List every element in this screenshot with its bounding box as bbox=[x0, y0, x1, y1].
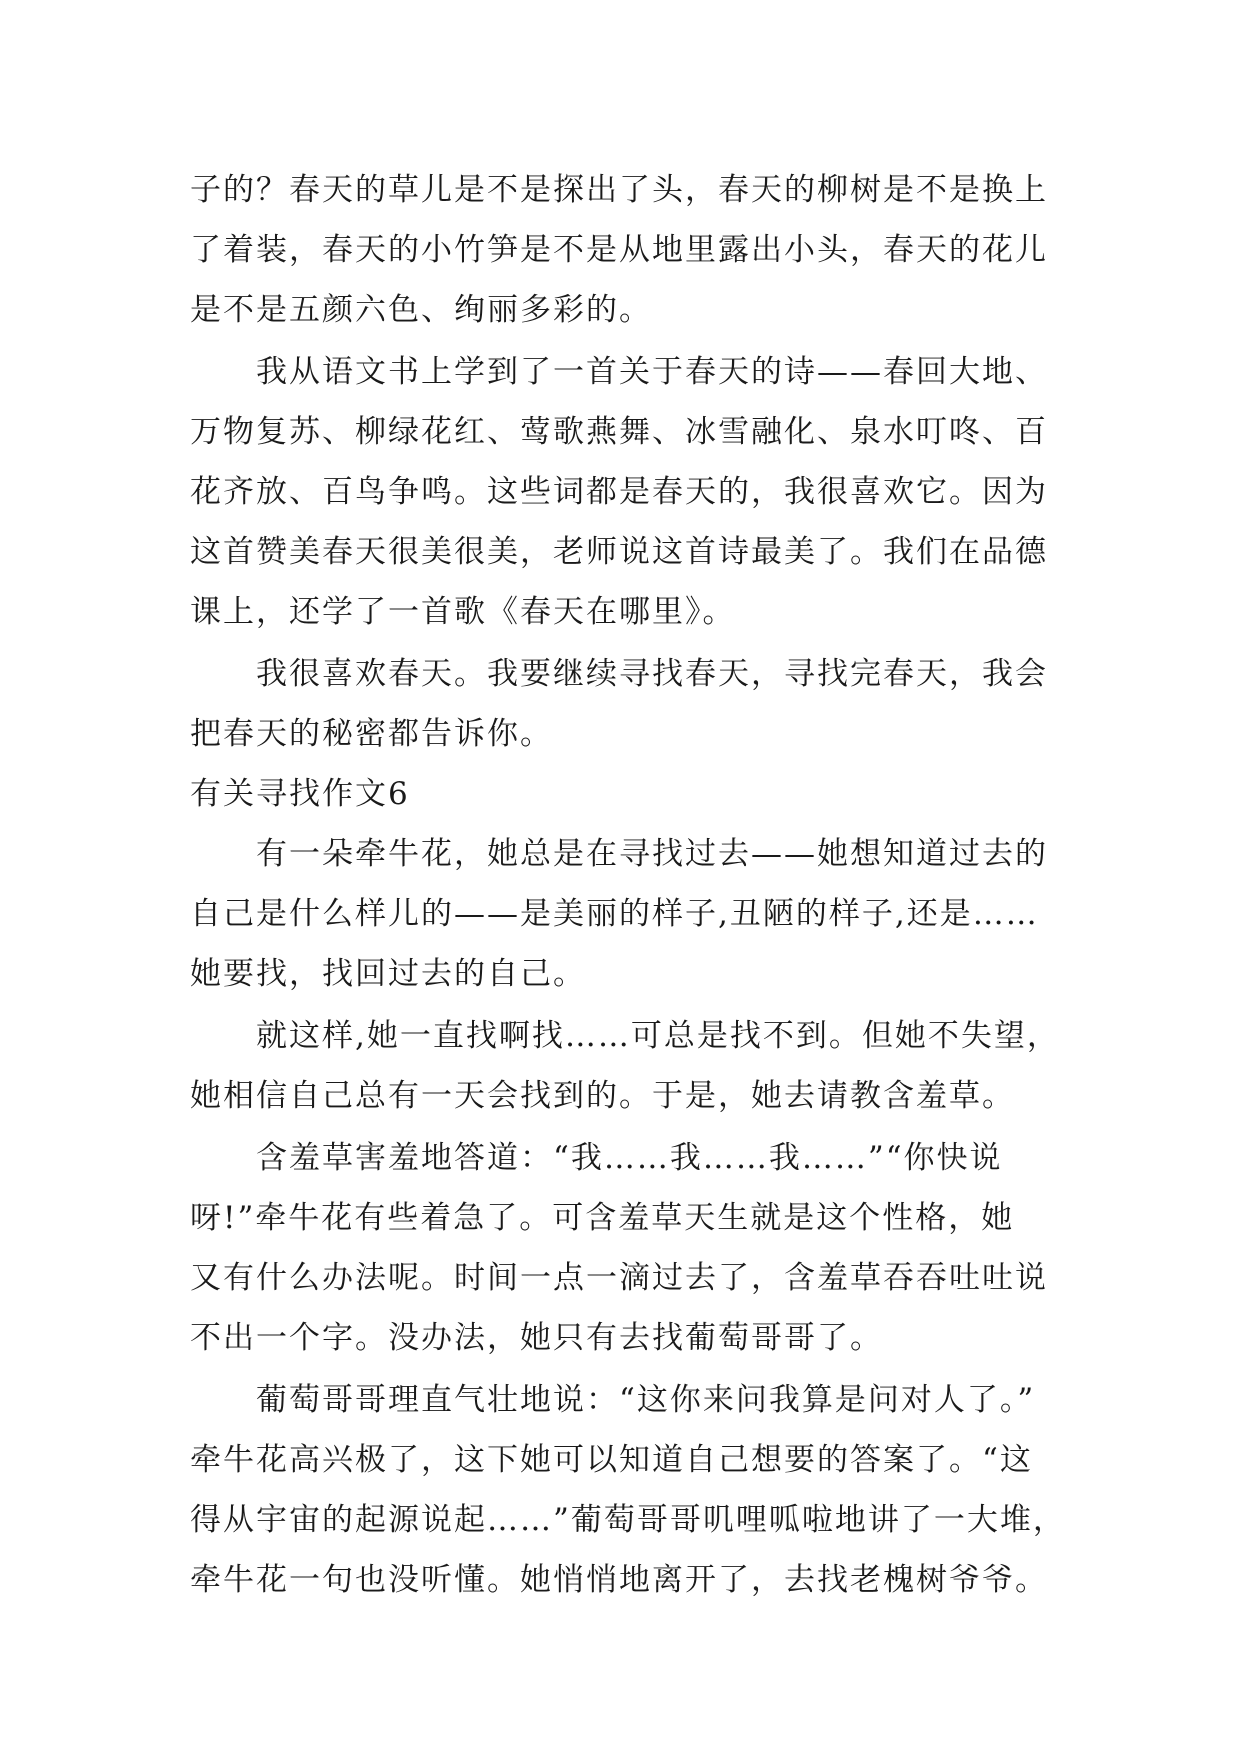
paragraph-first-line: 葡萄哥哥理直气壮地说：“这你来问我算是问对人了。” bbox=[256, 1382, 1036, 1418]
paragraph-first-line: 就这样,她一直找啊找……可总是找不到。但她不失望， bbox=[256, 1018, 1060, 1054]
paragraph-first-line: 我很喜欢春天。我要继续寻找春天，寻找完春天，我会 bbox=[256, 656, 1048, 692]
text-line: 子的？春天的草儿是不是探出了头，春天的柳树是不是换上 bbox=[190, 172, 1048, 208]
text-line: 把春天的秘密都告诉你。 bbox=[190, 716, 553, 752]
text-line: 牵牛花一句也没听懂。她悄悄地离开了，去找老槐树爷爷。 bbox=[190, 1562, 1048, 1598]
text-line: 不出一个字。没办法，她只有去找葡萄哥哥了。 bbox=[190, 1320, 883, 1356]
document-body bbox=[190, 160, 1070, 1610]
text-line: 又有什么办法呢。时间一点一滴过去了，含羞草吞吞吐吐说 bbox=[190, 1260, 1048, 1296]
text-line: 她要找，找回过去的自己。 bbox=[190, 956, 586, 992]
text-line: 是不是五颜六色、绚丽多彩的。 bbox=[190, 292, 652, 328]
paragraph-first-line: 有一朵牵牛花，她总是在寻找过去——她想知道过去的 bbox=[256, 836, 1048, 872]
text-line: 牵牛花高兴极了，这下她可以知道自己想要的答案了。“这 bbox=[190, 1442, 1033, 1478]
text-line: 得从宇宙的起源说起……”葡萄哥哥叽哩呱啦地讲了一大堆， bbox=[190, 1502, 1066, 1538]
text-line: 这首赞美春天很美很美，老师说这首诗最美了。我们在品德 bbox=[190, 534, 1048, 570]
text-line: 课上，还学了一首歌《春天在哪里》。 bbox=[190, 594, 736, 630]
text-line: 自己是什么样儿的——是美丽的样子,丑陋的样子,还是…… bbox=[190, 896, 1039, 932]
text-line: 了着装，春天的小竹笋是不是从地里露出小头，春天的花儿 bbox=[190, 232, 1048, 268]
text-line: 万物复苏、柳绿花红、莺歌燕舞、冰雪融化、泉水叮咚、百 bbox=[190, 414, 1048, 450]
paragraph-first-line: 我从语文书上学到了一首关于春天的诗——春回大地、 bbox=[256, 354, 1048, 390]
paragraph-first-line: 含羞草害羞地答道：“我……我……我……”“你快说 bbox=[256, 1140, 1003, 1176]
text-line: 她相信自己总有一天会找到的。于是，她去请教含羞草。 bbox=[190, 1078, 1015, 1114]
text-line: 花齐放、百鸟争鸣。这些词都是春天的，我很喜欢它。因为 bbox=[190, 474, 1048, 510]
section-heading: 有关寻找作文6 bbox=[190, 776, 410, 812]
text-line: 呀!”牵牛花有些着急了。可含羞草天生就是这个性格，她 bbox=[190, 1200, 1015, 1236]
